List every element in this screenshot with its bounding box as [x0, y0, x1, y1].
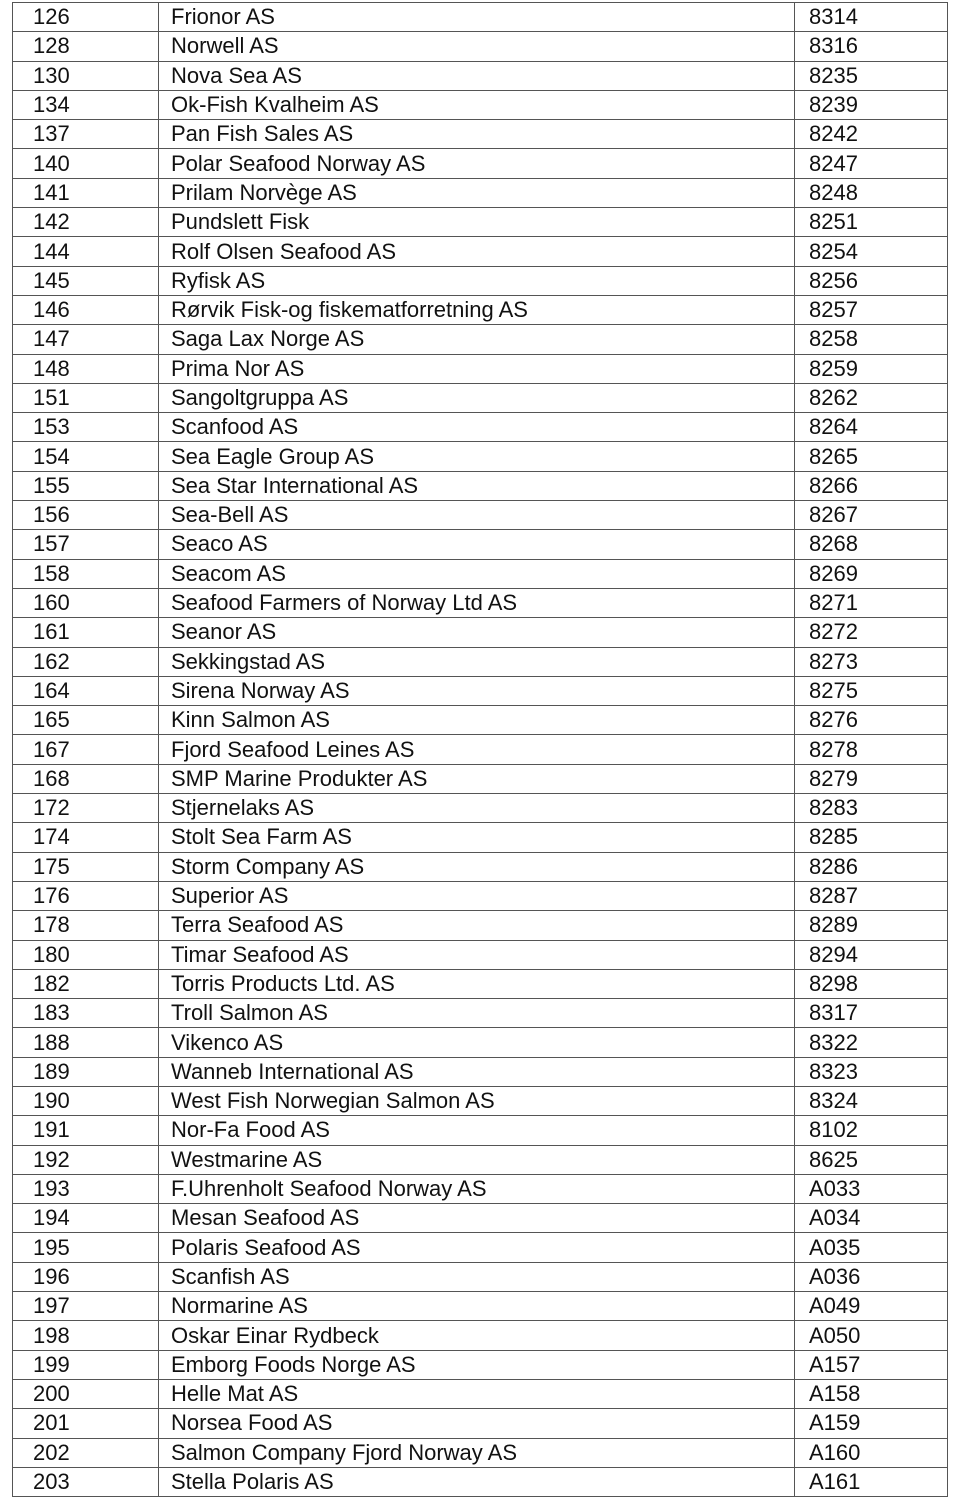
- row-number-cell: 154: [13, 442, 159, 471]
- company-name-cell: Emborg Foods Norge AS: [159, 1350, 795, 1379]
- row-number-cell: 160: [13, 588, 159, 617]
- company-name-cell: Prilam Norvège AS: [159, 178, 795, 207]
- table-row: [13, 1321, 948, 1350]
- row-number-cell: 191: [13, 1116, 159, 1145]
- company-code-cell: A035: [795, 1233, 948, 1262]
- table-row: [13, 1233, 948, 1262]
- company-code-cell: 8242: [795, 120, 948, 149]
- row-number-cell: 192: [13, 1145, 159, 1174]
- company-name-cell: Stolt Sea Farm AS: [159, 823, 795, 852]
- company-name-cell: Westmarine AS: [159, 1145, 795, 1174]
- company-name-cell: Stella Polaris AS: [159, 1467, 795, 1496]
- company-name-cell: Storm Company AS: [159, 852, 795, 881]
- company-code-cell: 8235: [795, 61, 948, 90]
- row-number-cell: 183: [13, 999, 159, 1028]
- company-name-cell: Saga Lax Norge AS: [159, 325, 795, 354]
- table-row: [13, 940, 948, 969]
- table-row: [13, 1204, 948, 1233]
- company-name-cell: Scanfood AS: [159, 413, 795, 442]
- row-number-cell: 153: [13, 413, 159, 442]
- table-row: [13, 1438, 948, 1467]
- table-row: [13, 530, 948, 559]
- table-row: [13, 1116, 948, 1145]
- company-code-cell: 8271: [795, 588, 948, 617]
- company-name-cell: Sea Star International AS: [159, 471, 795, 500]
- row-number-cell: 175: [13, 852, 159, 881]
- company-name-cell: Scanfish AS: [159, 1262, 795, 1291]
- row-number-cell: 158: [13, 559, 159, 588]
- company-name-cell: Frionor AS: [159, 3, 795, 32]
- company-name-cell: Seafood Farmers of Norway Ltd AS: [159, 588, 795, 617]
- company-code-cell: 8258: [795, 325, 948, 354]
- company-name-cell: Troll Salmon AS: [159, 999, 795, 1028]
- company-code-cell: 8251: [795, 208, 948, 237]
- table-row: [13, 61, 948, 90]
- table-row: [13, 501, 948, 530]
- company-name-cell: Pundslett Fisk: [159, 208, 795, 237]
- company-name-cell: Nor-Fa Food AS: [159, 1116, 795, 1145]
- row-number-cell: 161: [13, 618, 159, 647]
- table-row: [13, 149, 948, 178]
- company-code-cell: 8264: [795, 413, 948, 442]
- company-name-cell: Torris Products Ltd. AS: [159, 969, 795, 998]
- table-row: [13, 208, 948, 237]
- company-code-cell: 8316: [795, 32, 948, 61]
- row-number-cell: 162: [13, 647, 159, 676]
- company-name-cell: Sirena Norway AS: [159, 676, 795, 705]
- table-row: [13, 442, 948, 471]
- table-row: [13, 266, 948, 295]
- row-number-cell: 134: [13, 90, 159, 119]
- company-code-cell: 8269: [795, 559, 948, 588]
- table-row: [13, 647, 948, 676]
- table-row: [13, 1028, 948, 1057]
- company-code-cell: 8268: [795, 530, 948, 559]
- company-code-cell: 8286: [795, 852, 948, 881]
- company-code-cell: A033: [795, 1174, 948, 1203]
- table-row: [13, 325, 948, 354]
- table-row: [13, 1350, 948, 1379]
- table-row: [13, 852, 948, 881]
- company-code-cell: 8279: [795, 764, 948, 793]
- company-name-cell: Salmon Company Fjord Norway AS: [159, 1438, 795, 1467]
- company-code-cell: A158: [795, 1379, 948, 1408]
- company-name-cell: Stjernelaks AS: [159, 794, 795, 823]
- company-code-cell: 8289: [795, 911, 948, 940]
- company-code-cell: 8248: [795, 178, 948, 207]
- table-row: [13, 295, 948, 324]
- table-row: [13, 1409, 948, 1438]
- company-code-cell: 8324: [795, 1086, 948, 1115]
- row-number-cell: 167: [13, 735, 159, 764]
- table-row: [13, 706, 948, 735]
- table-row: [13, 32, 948, 61]
- table-row: [13, 559, 948, 588]
- company-code-cell: 8298: [795, 969, 948, 998]
- table-row: [13, 794, 948, 823]
- company-table: [12, 2, 948, 1497]
- company-code-cell: 8267: [795, 501, 948, 530]
- company-name-cell: Timar Seafood AS: [159, 940, 795, 969]
- company-name-cell: Rolf Olsen Seafood AS: [159, 237, 795, 266]
- table-row: [13, 471, 948, 500]
- table-row: [13, 1174, 948, 1203]
- table-row: [13, 90, 948, 119]
- company-name-cell: Sea Eagle Group AS: [159, 442, 795, 471]
- table-row: [13, 911, 948, 940]
- company-name-cell: SMP Marine Produkter AS: [159, 764, 795, 793]
- company-name-cell: Superior AS: [159, 881, 795, 910]
- company-name-cell: Kinn Salmon AS: [159, 706, 795, 735]
- company-code-cell: 8285: [795, 823, 948, 852]
- row-number-cell: 126: [13, 3, 159, 32]
- table-row: [13, 1086, 948, 1115]
- table-row: [13, 618, 948, 647]
- row-number-cell: 130: [13, 61, 159, 90]
- table-row: [13, 1057, 948, 1086]
- row-number-cell: 156: [13, 501, 159, 530]
- row-number-cell: 140: [13, 149, 159, 178]
- row-number-cell: 164: [13, 676, 159, 705]
- row-number-cell: 141: [13, 178, 159, 207]
- company-name-cell: Polar Seafood Norway AS: [159, 149, 795, 178]
- row-number-cell: 145: [13, 266, 159, 295]
- company-code-cell: A050: [795, 1321, 948, 1350]
- table-row: [13, 969, 948, 998]
- company-code-cell: 8314: [795, 3, 948, 32]
- company-code-cell: 8278: [795, 735, 948, 764]
- row-number-cell: 196: [13, 1262, 159, 1291]
- company-name-cell: Ryfisk AS: [159, 266, 795, 295]
- company-code-cell: 8265: [795, 442, 948, 471]
- company-name-cell: Oskar Einar Rydbeck: [159, 1321, 795, 1350]
- row-number-cell: 194: [13, 1204, 159, 1233]
- table-row: [13, 120, 948, 149]
- table-row: [13, 1262, 948, 1291]
- company-name-cell: Ok-Fish Kvalheim AS: [159, 90, 795, 119]
- table-row: [13, 354, 948, 383]
- company-code-cell: 8275: [795, 676, 948, 705]
- company-code-cell: A157: [795, 1350, 948, 1379]
- company-code-cell: 8276: [795, 706, 948, 735]
- company-name-cell: Rørvik Fisk-og fiskematforretning AS: [159, 295, 795, 324]
- table-row: [13, 1145, 948, 1174]
- company-code-cell: 8259: [795, 354, 948, 383]
- company-code-cell: 8322: [795, 1028, 948, 1057]
- table-row: [13, 764, 948, 793]
- table-row: [13, 1379, 948, 1408]
- row-number-cell: 146: [13, 295, 159, 324]
- row-number-cell: 176: [13, 881, 159, 910]
- table-row: [13, 1467, 948, 1496]
- row-number-cell: 144: [13, 237, 159, 266]
- company-name-cell: Norwell AS: [159, 32, 795, 61]
- company-name-cell: Fjord Seafood Leines AS: [159, 735, 795, 764]
- table-row: [13, 881, 948, 910]
- row-number-cell: 178: [13, 911, 159, 940]
- company-name-cell: Normarine AS: [159, 1292, 795, 1321]
- company-name-cell: Prima Nor AS: [159, 354, 795, 383]
- company-code-cell: A159: [795, 1409, 948, 1438]
- row-number-cell: 157: [13, 530, 159, 559]
- company-code-cell: 8625: [795, 1145, 948, 1174]
- company-code-cell: 8102: [795, 1116, 948, 1145]
- company-name-cell: Norsea Food AS: [159, 1409, 795, 1438]
- company-name-cell: Seanor AS: [159, 618, 795, 647]
- row-number-cell: 200: [13, 1379, 159, 1408]
- company-name-cell: Seaco AS: [159, 530, 795, 559]
- row-number-cell: 168: [13, 764, 159, 793]
- company-name-cell: West Fish Norwegian Salmon AS: [159, 1086, 795, 1115]
- table-row: [13, 735, 948, 764]
- company-name-cell: F.Uhrenholt Seafood Norway AS: [159, 1174, 795, 1203]
- company-name-cell: Sekkingstad AS: [159, 647, 795, 676]
- row-number-cell: 128: [13, 32, 159, 61]
- company-name-cell: Mesan Seafood AS: [159, 1204, 795, 1233]
- row-number-cell: 193: [13, 1174, 159, 1203]
- company-code-cell: 8247: [795, 149, 948, 178]
- company-name-cell: Pan Fish Sales AS: [159, 120, 795, 149]
- row-number-cell: 199: [13, 1350, 159, 1379]
- company-code-cell: 8323: [795, 1057, 948, 1086]
- row-number-cell: 201: [13, 1409, 159, 1438]
- company-name-cell: Sea-Bell AS: [159, 501, 795, 530]
- company-code-cell: 8287: [795, 881, 948, 910]
- table-row: [13, 588, 948, 617]
- row-number-cell: 195: [13, 1233, 159, 1262]
- company-name-cell: Helle Mat AS: [159, 1379, 795, 1408]
- company-name-cell: Wanneb International AS: [159, 1057, 795, 1086]
- company-code-cell: 8262: [795, 383, 948, 412]
- company-code-cell: 8317: [795, 999, 948, 1028]
- company-code-cell: 8256: [795, 266, 948, 295]
- table-row: [13, 823, 948, 852]
- row-number-cell: 148: [13, 354, 159, 383]
- row-number-cell: 174: [13, 823, 159, 852]
- row-number-cell: 142: [13, 208, 159, 237]
- company-name-cell: Vikenco AS: [159, 1028, 795, 1057]
- row-number-cell: 189: [13, 1057, 159, 1086]
- company-name-cell: Polaris Seafood AS: [159, 1233, 795, 1262]
- company-name-cell: Terra Seafood AS: [159, 911, 795, 940]
- company-code-cell: 8294: [795, 940, 948, 969]
- row-number-cell: 151: [13, 383, 159, 412]
- row-number-cell: 190: [13, 1086, 159, 1115]
- row-number-cell: 165: [13, 706, 159, 735]
- row-number-cell: 197: [13, 1292, 159, 1321]
- row-number-cell: 155: [13, 471, 159, 500]
- company-code-cell: A049: [795, 1292, 948, 1321]
- row-number-cell: 172: [13, 794, 159, 823]
- row-number-cell: 198: [13, 1321, 159, 1350]
- row-number-cell: 203: [13, 1467, 159, 1496]
- row-number-cell: 202: [13, 1438, 159, 1467]
- row-number-cell: 180: [13, 940, 159, 969]
- table-row: [13, 178, 948, 207]
- company-list-sheet: [12, 2, 948, 1497]
- row-number-cell: 147: [13, 325, 159, 354]
- company-code-cell: A161: [795, 1467, 948, 1496]
- table-row: [13, 676, 948, 705]
- company-code-cell: A034: [795, 1204, 948, 1233]
- company-name-cell: Seacom AS: [159, 559, 795, 588]
- company-code-cell: 8272: [795, 618, 948, 647]
- company-table-body: [13, 3, 948, 1497]
- company-code-cell: A036: [795, 1262, 948, 1291]
- company-code-cell: 8254: [795, 237, 948, 266]
- company-code-cell: A160: [795, 1438, 948, 1467]
- company-code-cell: 8239: [795, 90, 948, 119]
- row-number-cell: 137: [13, 120, 159, 149]
- table-row: [13, 999, 948, 1028]
- company-name-cell: Sangoltgruppa AS: [159, 383, 795, 412]
- table-row: [13, 3, 948, 32]
- company-name-cell: Nova Sea AS: [159, 61, 795, 90]
- row-number-cell: 182: [13, 969, 159, 998]
- row-number-cell: 188: [13, 1028, 159, 1057]
- table-row: [13, 237, 948, 266]
- company-code-cell: 8283: [795, 794, 948, 823]
- company-code-cell: 8266: [795, 471, 948, 500]
- table-row: [13, 383, 948, 412]
- table-row: [13, 413, 948, 442]
- company-code-cell: 8257: [795, 295, 948, 324]
- company-code-cell: 8273: [795, 647, 948, 676]
- table-row: [13, 1292, 948, 1321]
